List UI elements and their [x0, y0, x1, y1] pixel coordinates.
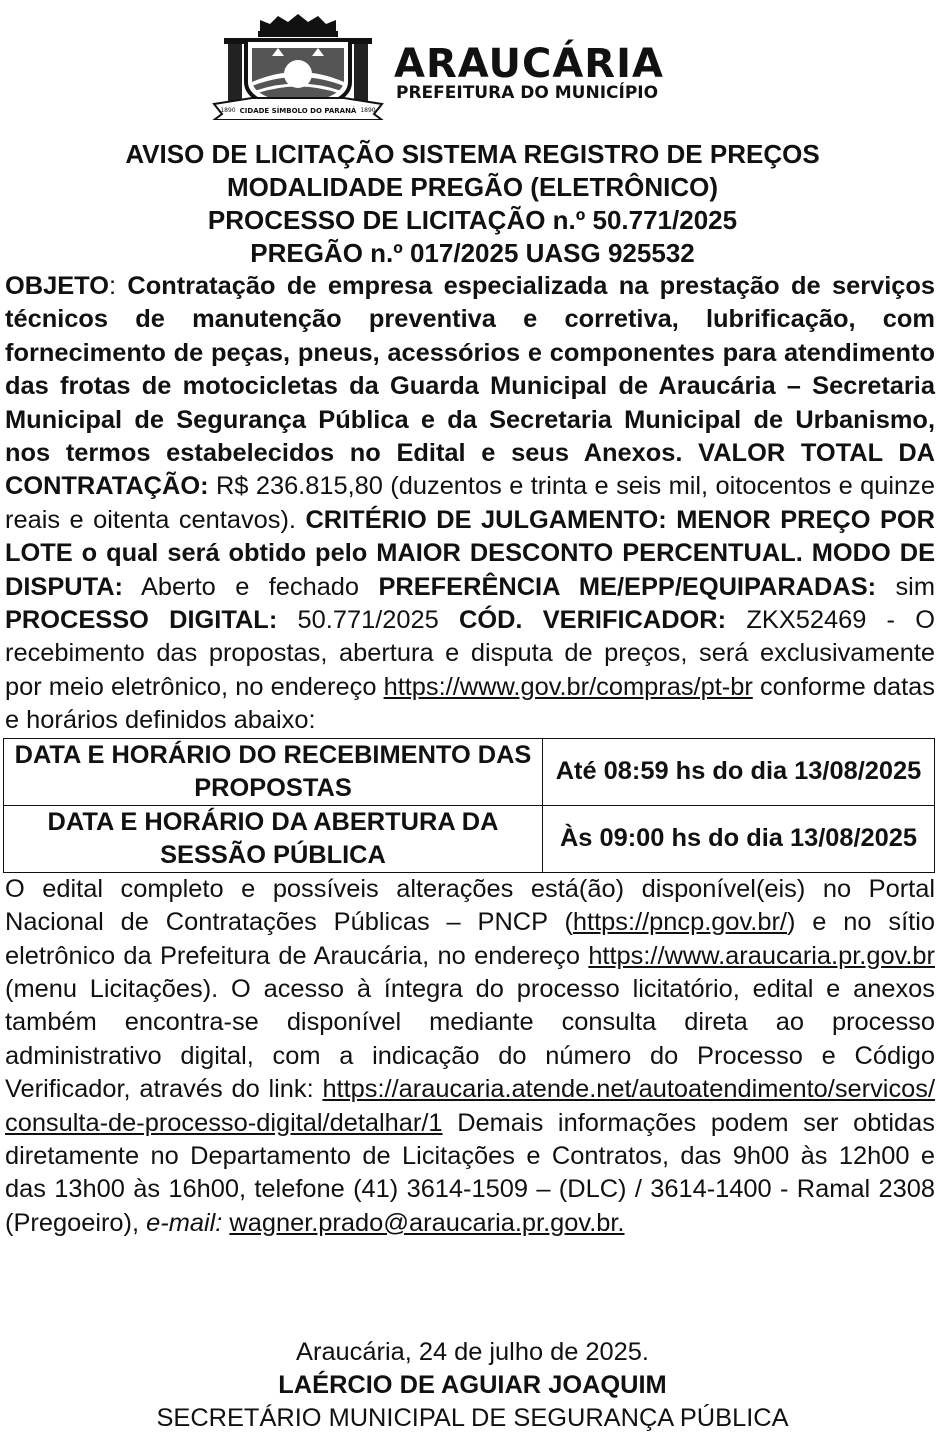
objeto-text: Contratação de empresa especializada na prestação de serviços técnicos de manutenção preventiva e corretiva, lubrificação, com fornecimento de peças, pneus, acessórios e componentes para atendimento das frotas de motocicletas da Guarda Municipal de Araucária – Secretaria Municipal de Segurança Pública e da Secretaria Municipal de Urbanismo, nos termos estabelecidos no Edital e seus Anexos.	[5, 272, 935, 468]
signature-name: LAÉRCIO DE AGUIAR JOAQUIM	[278, 1371, 667, 1399]
cod-label: CÓD. VERIFICADOR:	[458, 606, 727, 635]
page-header	[0, 8, 945, 128]
closing-text-1: O edital completo e possíveis alterações está(ão) disponível(eis) no Portal Nacional de Contratações Públicas – PNCP (	[5, 874, 935, 937]
table-row	[4, 738, 935, 805]
valor-label: VALOR TOTAL DA CONTRATAÇÃO:	[5, 439, 935, 501]
prefeitura-link[interactable]: https://www.araucaria.pr.gov.br	[588, 941, 936, 970]
email-link[interactable]: wagner.prado@araucaria.pr.gov.br.	[229, 1208, 625, 1237]
preferencia-label: PREFERÊNCIA ME/EPP/EQUIPARADAS:	[378, 572, 877, 601]
notice-title-2: MODALIDADE PREGÃO (ELETRÔNICO)	[226, 172, 719, 202]
object-paragraph	[5, 270, 935, 738]
signature-role: SECRETÁRIO MUNICIPAL DE SEGURANÇA PÚBLICA	[156, 1404, 789, 1432]
crest-year-right: 1890	[360, 107, 376, 114]
modo-text: Aberto e fechado	[141, 572, 360, 601]
valor-text: R$ 236.815,80 (duzentos e trinta e seis mil, oitocentos e quinze reais e oitenta centavos).	[5, 472, 935, 534]
closing-paragraph	[5, 873, 935, 1240]
table-cell-label: DATA E HORÁRIO DO RECEBIMENTO DAS PROPOSTAS	[4, 738, 543, 805]
pncp-link[interactable]: https://pncp.gov.br/	[572, 908, 787, 937]
preferencia-text: sim	[895, 572, 935, 601]
signature-place-date: Araucária, 24 de julho de 2025.	[296, 1338, 649, 1366]
crest-motto: CIDADE SÍMBOLO DO PARANÁ	[239, 107, 357, 115]
crest-year-left: 1890	[220, 107, 236, 114]
closing-text-3: (menu Licitações). O acesso à íntegra do processo licitatório, edital e anexos também encontra-se disponível mediante consulta direta ao processo administrativo digital, com a indicação do número do Processo e Código Verificador, através do link:	[5, 974, 935, 1104]
brand-name: ARAUCÁRIA	[394, 41, 664, 87]
compras-link[interactable]: https://www.gov.br/compras/pt-br	[383, 672, 753, 701]
atende-link[interactable]: https://araucaria.atende.net/autoatendimento/servicos/consulta-de-processo-digital/detalhar/1	[5, 1075, 936, 1137]
compras-after-text: conforme datas e horários definidos abaixo:	[5, 672, 936, 735]
table-cell-value: Às 09:00 hs do dia 13/08/2025	[543, 805, 935, 872]
email-label: e-mail:	[146, 1208, 223, 1237]
table-row	[4, 805, 935, 872]
criterio-label: CRITÉRIO DE JULGAMENTO: MENOR PREÇO POR LOTE o qual será obtido pelo MAIOR DESCONTO PERCENTUAL.	[5, 505, 935, 568]
dates-table	[3, 738, 935, 873]
table-cell-label: DATA E HORÁRIO DA ABERTURA DA SESSÃO PÚBLICA	[4, 805, 543, 872]
closing-text-2: ) e no sítio eletrônico da Prefeitura de Araucária, no endereço	[5, 908, 935, 970]
notice-body	[5, 270, 935, 1240]
objeto-separator: :	[108, 272, 128, 300]
brand-subtitle: PREFEITURA DO MUNICÍPIO	[396, 83, 659, 103]
table-cell-value: Até 08:59 hs do dia 13/08/2025	[543, 738, 935, 805]
notice-title-3: PROCESSO DE LICITAÇÃO n.º 50.771/2025	[207, 205, 738, 235]
cod-text: ZKX52469 - O recebimento das propostas, abertura e disputa de preços, será exclusivamente por meio eletrônico, no endereço	[5, 606, 935, 701]
objeto-label: OBJETO	[5, 272, 109, 300]
notice-titles	[0, 138, 945, 270]
modo-label: MODO DE DISPUTA:	[5, 539, 936, 601]
closing-text-4: Demais informações podem ser obtidas diretamente no Departamento de Licitações e Contratos, das 9h00 às 12h00 e das 13h00 às 16h00, telefone (41) 3614-1509 – (DLC) / 3614-1400 - Ramal 2308 (Pregoeiro),	[5, 1108, 935, 1237]
processo-text: 50.771/2025	[297, 606, 439, 635]
processo-label: PROCESSO DIGITAL:	[5, 606, 278, 635]
brand-block	[394, 41, 664, 103]
notice-title-1: AVISO DE LICITAÇÃO SISTEMA REGISTRO DE PREÇOS	[125, 139, 820, 169]
notice-title-4: PREGÃO n.º 017/2025 UASG 925532	[250, 238, 695, 268]
municipal-crest-logo	[212, 12, 384, 120]
